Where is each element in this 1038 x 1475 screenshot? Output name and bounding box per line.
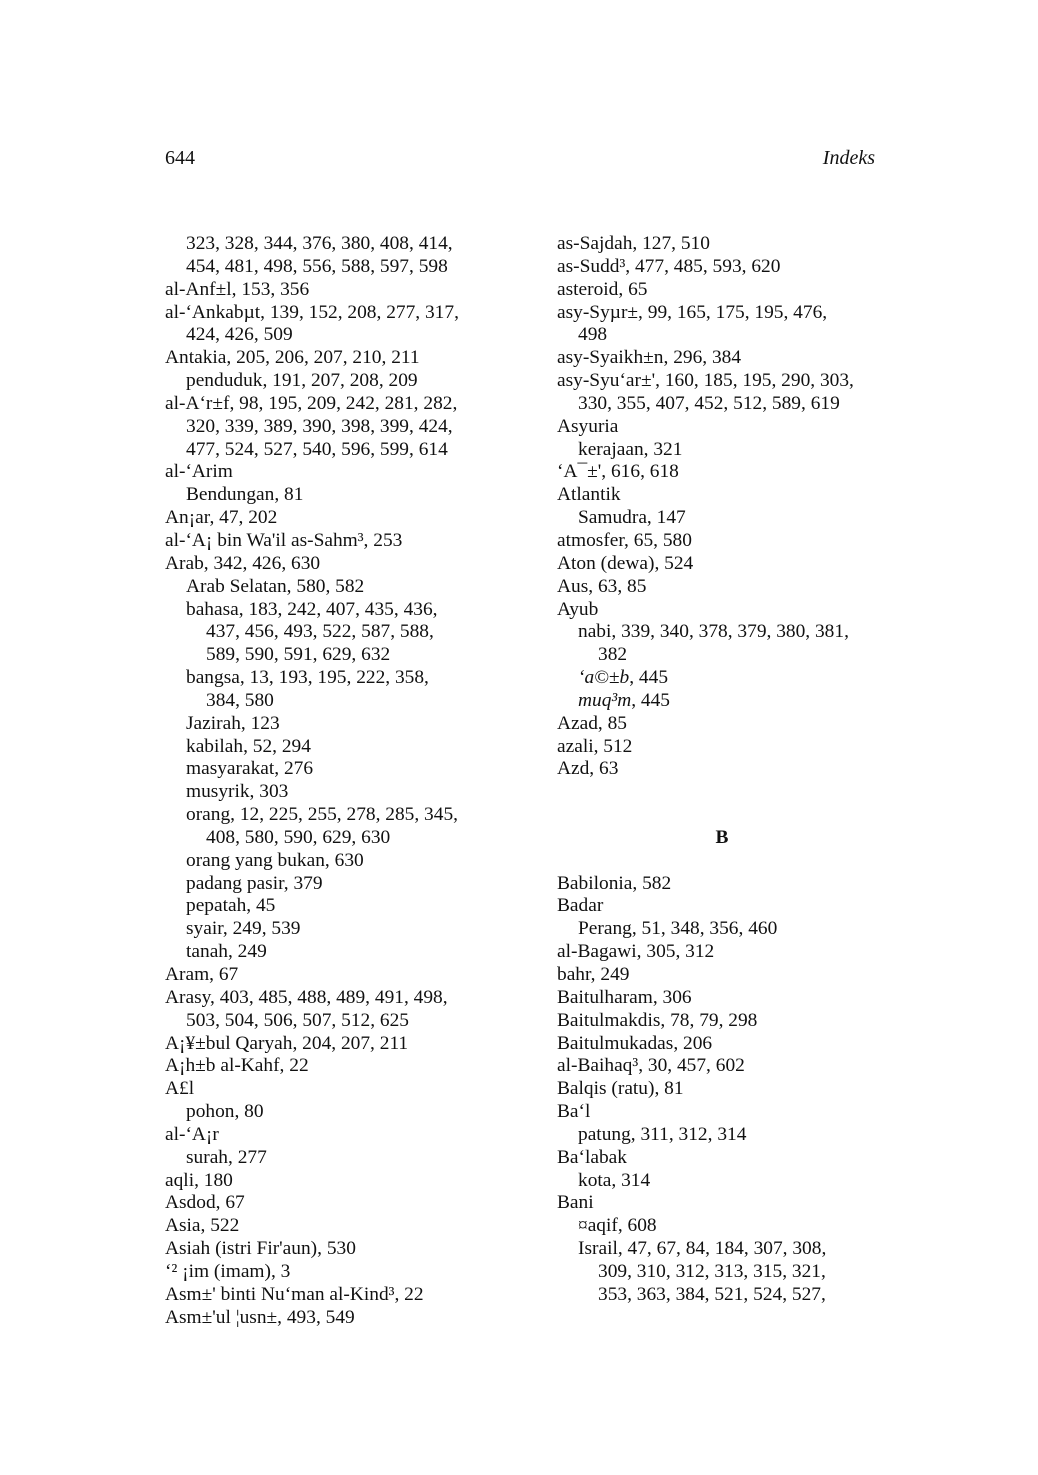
index-subentry <box>165 644 495 667</box>
index-entry <box>165 1033 495 1056</box>
index-term: patung, 311, 312, 314 <box>578 1123 747 1145</box>
index-subentry <box>165 781 495 804</box>
index-term: 320, 339, 389, 390, 398, 399, 424, <box>186 415 453 437</box>
index-term: Aram, 67 <box>165 964 239 985</box>
index-entry <box>557 279 887 302</box>
index-term: 589, 590, 591, 629, 632 <box>206 644 391 666</box>
index-entry <box>557 895 887 918</box>
index-subentry <box>557 324 887 347</box>
index-entry <box>557 576 887 599</box>
index-term: A¡¥±bul Qaryah, 204, 207, 211 <box>165 1032 409 1054</box>
index-term: penduduk, 191, 207, 208, 209 <box>186 370 418 392</box>
index-term: A£l <box>165 1078 195 1100</box>
index-pages: , 445 <box>631 689 670 711</box>
index-term: al-‘Ankabµt, 139, 152, 208, 277, 317, <box>165 301 459 323</box>
index-entry <box>557 530 887 553</box>
index-term: Asiah (istri Fir'aun), 530 <box>165 1238 356 1260</box>
index-column-right <box>557 233 887 1307</box>
index-term: 477, 524, 527, 540, 596, 599, 614 <box>186 438 448 460</box>
index-term: aqli, 180 <box>165 1169 233 1191</box>
index-subentry <box>165 324 495 347</box>
index-subentry <box>165 713 495 736</box>
index-entry <box>165 1124 495 1147</box>
index-subentry <box>165 850 495 873</box>
spacer <box>557 850 887 873</box>
index-term: 437, 456, 493, 522, 587, 588, <box>206 621 434 643</box>
index-term: Azad, 85 <box>557 712 627 734</box>
index-term: asy-Syµr±, 99, 165, 175, 195, 476, <box>557 301 828 323</box>
index-entry <box>557 347 887 370</box>
index-term: bangsa, 13, 193, 195, 222, 358, <box>186 667 429 689</box>
index-subentry <box>165 918 495 941</box>
index-term: al-‘A¡ bin Wa'il as-Sahm³, 253 <box>165 529 403 551</box>
index-entry <box>557 964 887 987</box>
index-entry <box>557 256 887 279</box>
index-term: al-Anf±l, 153, 356 <box>165 278 310 300</box>
index-term: padang pasir, 379 <box>186 872 323 894</box>
index-term: asteroid, 65 <box>557 278 648 300</box>
index-entry <box>557 713 887 736</box>
index-entry <box>557 1010 887 1033</box>
index-term: Ayub <box>557 598 599 620</box>
index-entry <box>165 1170 495 1193</box>
index-term: ‘A¯±', 616, 618 <box>557 461 679 483</box>
index-entry <box>557 484 887 507</box>
index-term: nabi, 339, 340, 378, 379, 380, 381, <box>578 621 849 643</box>
index-subentry <box>557 1238 887 1261</box>
index-subentry <box>165 667 495 690</box>
index-term: tanah, 249 <box>186 941 267 963</box>
index-term: Jazirah, 123 <box>186 712 280 734</box>
index-term: Asm±'ul ¦usn±, 493, 549 <box>165 1306 355 1328</box>
index-term: al-Bagawi, 305, 312 <box>557 941 715 963</box>
index-entry <box>165 1055 495 1078</box>
index-term: musyrik, 303 <box>186 781 289 803</box>
index-term: 503, 504, 506, 507, 512, 625 <box>186 1009 409 1031</box>
index-subentry <box>165 621 495 644</box>
index-term: ‘a©±b <box>578 667 630 689</box>
index-entry <box>557 758 887 781</box>
index-subentry <box>165 827 495 850</box>
index-term: al-‘A¡r <box>165 1123 219 1145</box>
index-term: pepatah, 45 <box>186 895 276 917</box>
index-term: al-‘Arim <box>165 461 233 483</box>
index-entry <box>557 1033 887 1056</box>
index-term: Atlantik <box>557 484 621 506</box>
index-entry <box>557 941 887 964</box>
index-subentry <box>557 918 887 941</box>
index-term: Perang, 51, 348, 356, 460 <box>578 918 778 940</box>
index-term: as-Sajdah, 127, 510 <box>557 233 710 254</box>
index-entry <box>165 1307 495 1330</box>
index-term: as-Sudd³, 477, 485, 593, 620 <box>557 255 781 277</box>
index-term: Bendungan, 81 <box>186 484 304 506</box>
index-entry <box>557 873 887 896</box>
index-term: atmosfer, 65, 580 <box>557 529 692 551</box>
index-term: 384, 580 <box>206 689 274 711</box>
index-term: Baitulmakdis, 78, 79, 298 <box>557 1009 758 1031</box>
index-term: ¤aqif, 608 <box>578 1215 657 1237</box>
index-term: Asia, 522 <box>165 1215 240 1237</box>
index-subentry <box>165 895 495 918</box>
index-term: asy-Syaikh±n, 296, 384 <box>557 347 742 369</box>
index-subentry <box>557 644 887 667</box>
index-term: 408, 580, 590, 629, 630 <box>206 826 391 848</box>
index-subentry <box>165 484 495 507</box>
index-subentry <box>557 1284 887 1307</box>
index-entry <box>165 461 495 484</box>
index-term: muq³m <box>578 689 632 711</box>
index-term: Balqis (ratu), 81 <box>557 1078 684 1100</box>
index-term: Baitulharam, 306 <box>557 986 692 1008</box>
index-entry <box>557 1101 887 1124</box>
index-subentry <box>165 736 495 759</box>
page-number: 644 <box>165 147 195 169</box>
index-term: surah, 277 <box>186 1146 267 1168</box>
index-entry <box>165 530 495 553</box>
index-term: A¡h±b al-Kahf, 22 <box>165 1055 309 1077</box>
index-term: orang, 12, 225, 255, 278, 285, 345, <box>186 804 458 826</box>
index-subentry <box>557 507 887 530</box>
index-entry <box>557 1055 887 1078</box>
index-term: pohon, 80 <box>186 1101 264 1123</box>
section-letter: B <box>715 826 729 848</box>
index-entry <box>557 370 887 393</box>
index-term: Ba‘l <box>557 1101 591 1123</box>
index-term: An¡ar, 47, 202 <box>165 507 278 529</box>
index-term: 454, 481, 498, 556, 588, 597, 598 <box>186 255 448 277</box>
index-subentry <box>165 941 495 964</box>
index-term: Babilonia, 582 <box>557 872 672 894</box>
index-term: Israil, 47, 67, 84, 184, 307, 308, <box>578 1238 827 1260</box>
index-term: Asyuria <box>557 415 619 437</box>
index-term: 330, 355, 407, 452, 512, 589, 619 <box>578 392 840 414</box>
index-subentry <box>557 1261 887 1284</box>
index-term: Asdod, 67 <box>165 1192 245 1214</box>
index-term: Bani <box>557 1192 594 1214</box>
spacer <box>557 804 887 827</box>
index-subentry <box>165 576 495 599</box>
index-entry <box>557 461 887 484</box>
index-entry <box>165 393 495 416</box>
index-subentry <box>557 1215 887 1238</box>
index-term: 323, 328, 344, 376, 380, 408, 414, <box>186 233 453 254</box>
index-subentry <box>165 1010 495 1033</box>
index-entry <box>165 1078 495 1101</box>
index-subentry <box>557 621 887 644</box>
index-entry <box>165 1215 495 1238</box>
index-term: al-Baihaq³, 30, 457, 602 <box>557 1055 745 1077</box>
index-entry <box>165 1284 495 1307</box>
index-entry <box>165 553 495 576</box>
index-term: kabilah, 52, 294 <box>186 735 311 757</box>
index-subentry <box>557 439 887 462</box>
index-entry <box>165 302 495 325</box>
index-entry <box>557 302 887 325</box>
index-subentry <box>557 393 887 416</box>
index-subentry <box>557 690 887 713</box>
index-term: orang yang bukan, 630 <box>186 849 364 871</box>
index-column-left <box>165 233 495 1330</box>
index-subentry <box>165 233 495 256</box>
index-entry <box>557 416 887 439</box>
index-entry <box>165 987 495 1010</box>
index-term: 382 <box>598 644 628 666</box>
index-subentry <box>165 599 495 622</box>
index-subentry <box>165 804 495 827</box>
index-entry <box>557 736 887 759</box>
index-term: Samudra, 147 <box>578 507 686 529</box>
index-entry <box>165 1192 495 1215</box>
index-entry <box>165 964 495 987</box>
index-term: Aus, 63, 85 <box>557 575 647 597</box>
index-entry <box>165 347 495 370</box>
index-entry <box>557 553 887 576</box>
index-pages: , 445 <box>629 667 669 689</box>
spacer <box>557 781 887 804</box>
index-entry <box>557 1078 887 1101</box>
index-entry <box>557 233 887 256</box>
index-subentry <box>165 439 495 462</box>
index-entry <box>557 1147 887 1170</box>
index-entry <box>557 1192 887 1215</box>
index-entry <box>557 599 887 622</box>
index-term: asy-Syu‘ar±', 160, 185, 195, 290, 303, <box>557 370 854 392</box>
running-title: Indeks <box>822 147 875 169</box>
index-term: Badar <box>557 895 604 917</box>
index-term: kerajaan, 321 <box>578 438 683 460</box>
index-subentry <box>165 1101 495 1124</box>
index-subentry <box>165 1147 495 1170</box>
index-subentry <box>165 256 495 279</box>
index-subentry <box>557 1170 887 1193</box>
index-term: Aton (dewa), 524 <box>557 552 694 574</box>
index-subentry <box>165 873 495 896</box>
index-subentry <box>557 667 887 690</box>
index-entry <box>165 507 495 530</box>
index-term: bahasa, 183, 242, 407, 435, 436, <box>186 598 438 620</box>
page-header <box>165 143 875 173</box>
index-subentry <box>165 690 495 713</box>
index-entry <box>165 1261 495 1284</box>
index-subentry <box>165 416 495 439</box>
index-term: 498 <box>578 324 608 346</box>
index-entry <box>165 279 495 302</box>
index-subentry <box>165 758 495 781</box>
index-term: ‘² ¡im (imam), 3 <box>165 1260 291 1282</box>
index-term: Ba‘labak <box>557 1146 627 1168</box>
index-term: bahr, 249 <box>557 964 630 985</box>
index-term: Arasy, 403, 485, 488, 489, 491, 498, <box>165 986 448 1008</box>
index-term: 353, 363, 384, 521, 524, 527, <box>598 1283 826 1305</box>
index-entry <box>165 1238 495 1261</box>
index-term: syair, 249, 539 <box>186 918 301 940</box>
index-subentry <box>557 1124 887 1147</box>
index-term: azali, 512 <box>557 735 633 757</box>
index-entry <box>557 987 887 1010</box>
index-subentry <box>165 370 495 393</box>
index-term: kota, 314 <box>578 1169 651 1191</box>
index-term: 309, 310, 312, 313, 315, 321, <box>598 1260 826 1282</box>
index-term: al-A‘r±f, 98, 195, 209, 242, 281, 282, <box>165 392 458 414</box>
index-term: masyarakat, 276 <box>186 758 314 780</box>
index-term: Antakia, 205, 206, 207, 210, 211 <box>165 347 420 369</box>
index-term: Asm±' binti Nu‘man al-Kind³, 22 <box>165 1283 424 1305</box>
index-term: Baitulmukadas, 206 <box>557 1032 713 1054</box>
index-term: 424, 426, 509 <box>186 324 293 346</box>
index-term: Arab, 342, 426, 630 <box>165 552 321 574</box>
index-term: Azd, 63 <box>557 758 619 780</box>
index-term: Arab Selatan, 580, 582 <box>186 575 365 597</box>
